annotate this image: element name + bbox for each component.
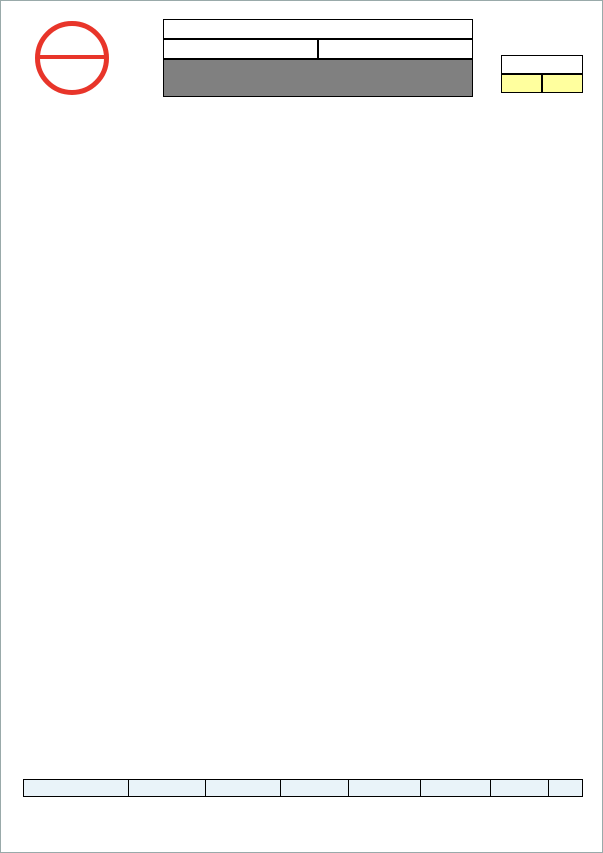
paganti-label bbox=[206, 780, 281, 796]
stoppage-second-half bbox=[542, 74, 583, 93]
match-title bbox=[163, 59, 473, 97]
stoppage-time-label bbox=[501, 55, 583, 74]
punto-radio-logo bbox=[23, 19, 135, 97]
competition-title bbox=[163, 19, 473, 39]
attendance-footer bbox=[23, 779, 583, 797]
spettatori-value bbox=[129, 780, 206, 796]
matchday bbox=[163, 39, 318, 59]
paganti-value bbox=[281, 780, 349, 796]
spettatori-label bbox=[24, 780, 129, 796]
logo-bar-icon bbox=[37, 55, 107, 59]
abbonati-label bbox=[349, 780, 421, 796]
match-date bbox=[318, 39, 473, 59]
abbonati-value bbox=[421, 780, 491, 796]
incasso-value bbox=[549, 780, 582, 796]
stoppage-first-half bbox=[501, 74, 542, 93]
incasso-label bbox=[491, 780, 549, 796]
report-header bbox=[23, 19, 583, 97]
